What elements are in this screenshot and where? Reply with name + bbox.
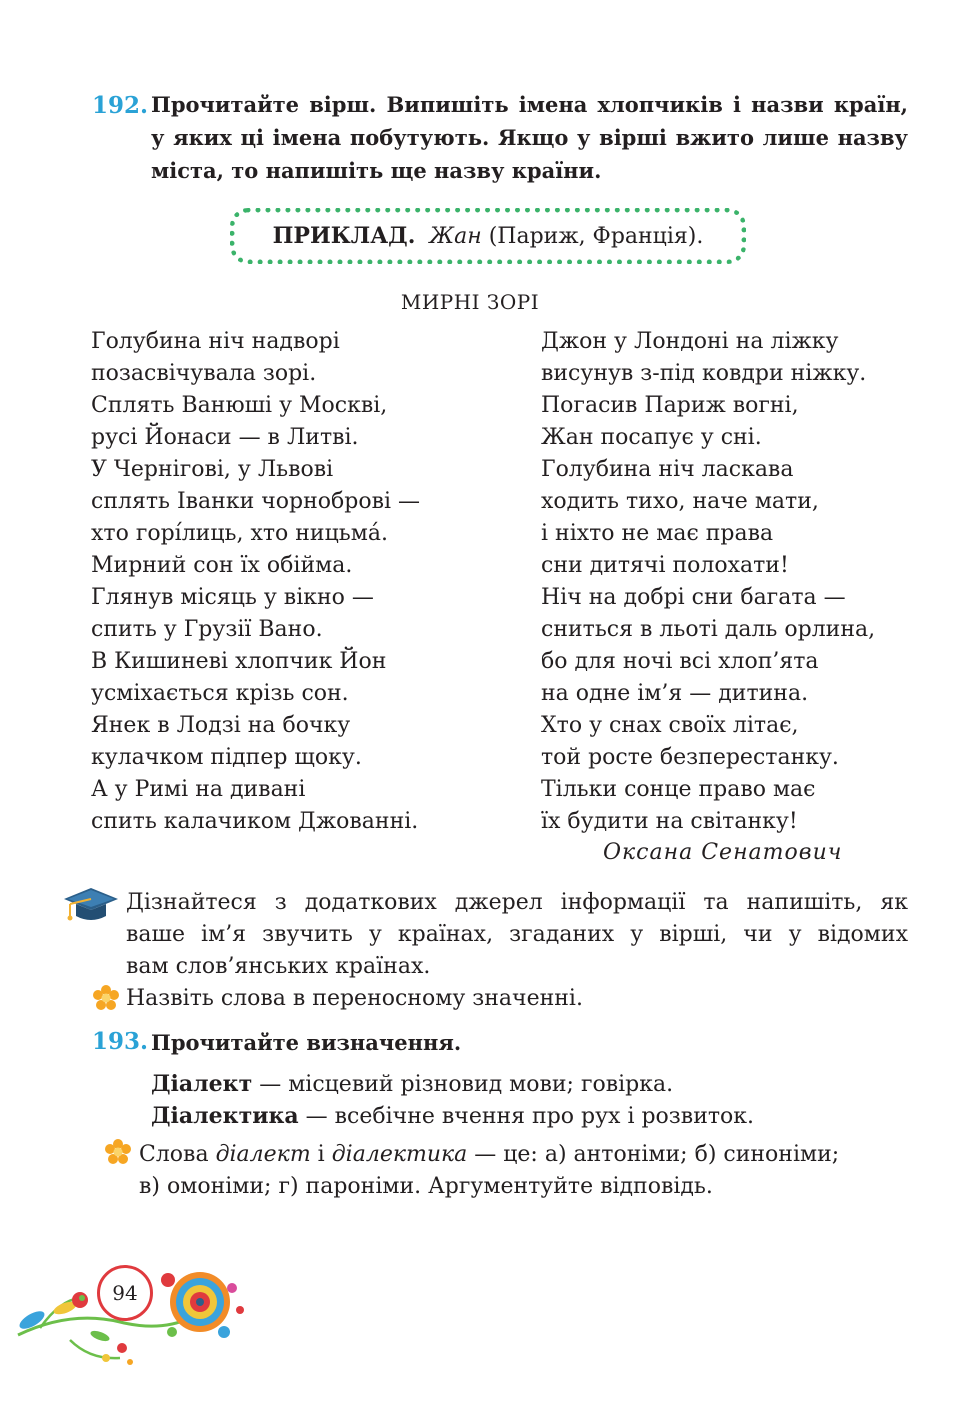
poem-line: русі Йонаси — в Литві.	[91, 425, 359, 450]
poem-line: сплять Іванки чорноброві —	[91, 489, 421, 514]
poem-line: спить калачиком Джованні.	[91, 809, 419, 834]
definition-term: Діалектика	[151, 1103, 299, 1129]
task-instruction	[151, 88, 908, 187]
poem-line: сниться в льоті даль орлина,	[541, 617, 876, 642]
poem-line: Голубина ніч надворі	[91, 329, 340, 354]
instruction-line: у яких ці імена побутують. Якщо у вірші вжито лише назву	[151, 125, 908, 150]
definition-dialectics	[151, 1100, 754, 1133]
poem-line: Глянув місяць у вікно —	[91, 585, 374, 610]
instruction-line: міста, то напишіть ще назву країни.	[151, 158, 602, 183]
flower-icon	[92, 984, 120, 1012]
page-number: 94	[97, 1265, 153, 1321]
poem-line: Голубина ніч ласкава	[541, 457, 794, 482]
poem-line: Джон у Лондоні на ліжку	[541, 329, 839, 354]
poem-line: А у Римі на дивані	[91, 777, 306, 802]
task-title: Прочитайте визначення.	[151, 1030, 462, 1055]
question-part: — це: а) антоніми; б) синоніми;	[467, 1142, 840, 1167]
poem-line: хто горі́лиць, хто ницьма́.	[91, 521, 388, 546]
research-line: ваше ім’я звучить у країнах, згаданих у вірші, чи у відомих	[126, 922, 908, 947]
poem-line: їх будити на світанку!	[541, 809, 798, 834]
research-task	[126, 887, 908, 983]
poem-line: бо для ночі всі хлоп’ята	[541, 649, 819, 674]
poem-line: Сплять Ванюші у Москві,	[91, 393, 388, 418]
example-name: Жан	[429, 223, 482, 249]
poem-line: ходить тихо, наче мати,	[541, 489, 819, 514]
poem-line: У Чернігові, у Львові	[91, 457, 334, 482]
research-line: вам слов’янських країнах.	[126, 954, 431, 979]
definition-text: — місцевий різновид мови; говірка.	[252, 1072, 674, 1097]
poem-line: В Кишиневі хлопчик Йон	[91, 649, 387, 674]
poem-line: Хто у снах своїх літає,	[541, 713, 799, 738]
flower-icon	[104, 1138, 132, 1166]
figurative-task: Назвіть слова в переносному значенні.	[126, 986, 583, 1011]
poem-line: усміхається крізь сон.	[91, 681, 349, 706]
poem-line: і ніхто не має права	[541, 521, 774, 546]
definition-text: — всебічне вчення про рух і розвиток.	[298, 1104, 755, 1129]
example-box	[230, 208, 746, 264]
graduation-cap-icon	[62, 884, 120, 926]
task-number: 192.	[92, 92, 149, 119]
task-number: 193.	[92, 1028, 149, 1055]
poem-line: позасвічувала зорі.	[91, 361, 317, 386]
poem-line: на одне ім’я — дитина.	[541, 681, 809, 706]
poem-line: Мирний сон їх обійма.	[91, 553, 353, 578]
question-text	[139, 1139, 909, 1203]
definition-dialect	[151, 1068, 673, 1101]
poem-line: кулачком підпер щоку.	[91, 745, 362, 770]
example-rest: (Париж, Франція).	[488, 223, 704, 249]
research-line: Дізнайтеся з додаткових джерел інформації та напишіть, як	[126, 890, 908, 915]
question-line	[139, 1139, 909, 1171]
poem-line: Ніч на добрі сни багата —	[541, 585, 846, 610]
poem-line: висунув з-під ковдри ніжку.	[541, 361, 867, 386]
poem-line: спить у Грузії Вано.	[91, 617, 323, 642]
poem-line: Янек в Лодзі на бочку	[91, 713, 351, 738]
poem-line: Тільки сонце право має	[541, 777, 816, 802]
question-line: в) омоніми; г) пароніми. Аргументуйте відповідь.	[139, 1174, 713, 1199]
question-part: Слова	[139, 1142, 216, 1167]
question-part: і	[310, 1142, 332, 1167]
poem-right-column	[541, 326, 875, 838]
question-word: діалектика	[331, 1142, 468, 1167]
poem-line: Жан посапує у сні.	[541, 425, 762, 450]
question-word: діалект	[215, 1142, 311, 1167]
example-label: ПРИКЛАД.	[272, 223, 416, 249]
poem-left-column	[91, 326, 420, 838]
poem-line: сни дитячі полохати!	[541, 553, 789, 578]
poem-title: МИРНІ ЗОРІ	[400, 290, 540, 314]
poem-author: Оксана Сенатович	[603, 840, 843, 865]
instruction-line: Прочитайте вірш. Випишіть імена хлопчиків і назви країн,	[151, 92, 908, 117]
definition-term: Діалект	[151, 1071, 253, 1097]
poem-line: Погасив Париж вогні,	[541, 393, 799, 418]
poem-line: той росте безперестанку.	[541, 745, 839, 770]
